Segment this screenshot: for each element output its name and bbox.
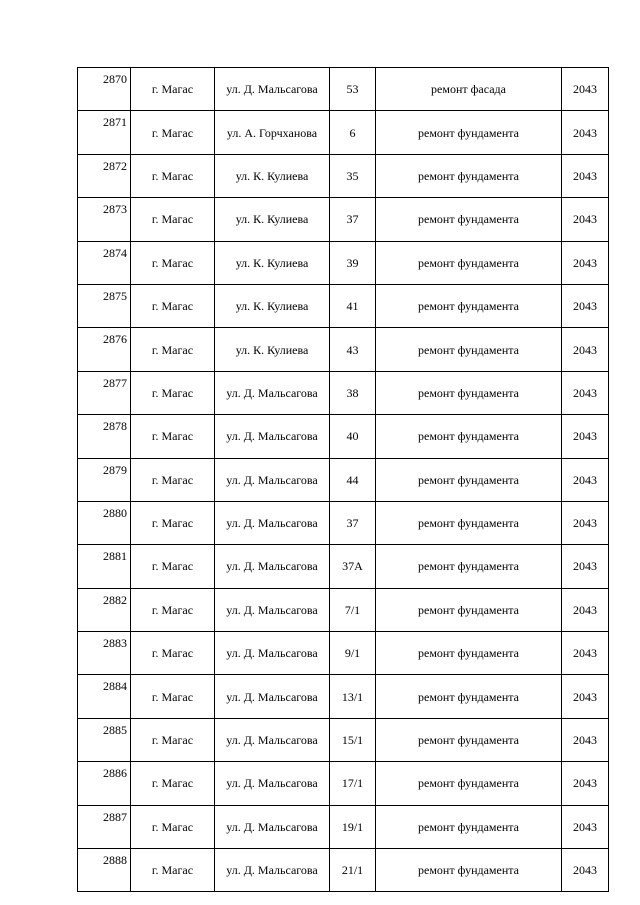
house-number-cell: 43 bbox=[330, 328, 376, 371]
work-type-cell: ремонт фундамента bbox=[376, 198, 562, 241]
city-cell: г. Магас bbox=[131, 154, 215, 197]
city-cell: г. Магас bbox=[131, 415, 215, 458]
year-cell: 2043 bbox=[562, 849, 609, 892]
table-row bbox=[78, 415, 609, 458]
table-row bbox=[78, 111, 609, 154]
table-row bbox=[78, 632, 609, 675]
table-row bbox=[78, 154, 609, 197]
work-type-cell: ремонт фундамента bbox=[376, 371, 562, 414]
city-cell: г. Магас bbox=[131, 545, 215, 588]
work-type-cell: ремонт фундамента bbox=[376, 328, 562, 371]
row-number-cell: 2880 bbox=[78, 501, 131, 544]
table-row bbox=[78, 849, 609, 892]
work-type-cell: ремонт фундамента bbox=[376, 154, 562, 197]
work-type-cell: ремонт фундамента bbox=[376, 241, 562, 284]
city-cell: г. Магас bbox=[131, 762, 215, 805]
work-type-cell: ремонт фундамента bbox=[376, 458, 562, 501]
table-row bbox=[78, 718, 609, 761]
year-cell: 2043 bbox=[562, 762, 609, 805]
street-cell: ул. К. Кулиева bbox=[215, 284, 330, 327]
work-type-cell: ремонт фундамента bbox=[376, 501, 562, 544]
city-cell: г. Магас bbox=[131, 849, 215, 892]
table-row bbox=[78, 588, 609, 631]
year-cell: 2043 bbox=[562, 241, 609, 284]
year-cell: 2043 bbox=[562, 328, 609, 371]
year-cell: 2043 bbox=[562, 501, 609, 544]
work-type-cell: ремонт фундамента bbox=[376, 675, 562, 718]
row-number-cell: 2876 bbox=[78, 328, 131, 371]
row-number-cell: 2874 bbox=[78, 241, 131, 284]
house-number-cell: 53 bbox=[330, 68, 376, 111]
year-cell: 2043 bbox=[562, 675, 609, 718]
year-cell: 2043 bbox=[562, 632, 609, 675]
table-body bbox=[78, 68, 609, 892]
house-number-cell: 6 bbox=[330, 111, 376, 154]
work-type-cell: ремонт фасада bbox=[376, 68, 562, 111]
work-type-cell: ремонт фундамента bbox=[376, 849, 562, 892]
street-cell: ул. Д. Мальсагова bbox=[215, 588, 330, 631]
house-number-cell: 40 bbox=[330, 415, 376, 458]
table-row bbox=[78, 68, 609, 111]
row-number-cell: 2881 bbox=[78, 545, 131, 588]
city-cell: г. Магас bbox=[131, 68, 215, 111]
year-cell: 2043 bbox=[562, 718, 609, 761]
year-cell: 2043 bbox=[562, 545, 609, 588]
city-cell: г. Магас bbox=[131, 458, 215, 501]
row-number-cell: 2877 bbox=[78, 371, 131, 414]
year-cell: 2043 bbox=[562, 458, 609, 501]
street-cell: ул. Д. Мальсагова bbox=[215, 415, 330, 458]
street-cell: ул. Д. Мальсагова bbox=[215, 371, 330, 414]
street-cell: ул. Д. Мальсагова bbox=[215, 718, 330, 761]
house-number-cell: 13/1 bbox=[330, 675, 376, 718]
house-number-cell: 17/1 bbox=[330, 762, 376, 805]
house-number-cell: 35 bbox=[330, 154, 376, 197]
row-number-cell: 2887 bbox=[78, 805, 131, 848]
row-number-cell: 2879 bbox=[78, 458, 131, 501]
year-cell: 2043 bbox=[562, 588, 609, 631]
street-cell: ул. Д. Мальсагова bbox=[215, 501, 330, 544]
row-number-cell: 2882 bbox=[78, 588, 131, 631]
table-row bbox=[78, 328, 609, 371]
city-cell: г. Магас bbox=[131, 675, 215, 718]
row-number-cell: 2884 bbox=[78, 675, 131, 718]
work-type-cell: ремонт фундамента bbox=[376, 415, 562, 458]
city-cell: г. Магас bbox=[131, 805, 215, 848]
house-number-cell: 41 bbox=[330, 284, 376, 327]
table-row bbox=[78, 545, 609, 588]
row-number-cell: 2871 bbox=[78, 111, 131, 154]
year-cell: 2043 bbox=[562, 154, 609, 197]
street-cell: ул. А. Горчханова bbox=[215, 111, 330, 154]
table-row bbox=[78, 762, 609, 805]
city-cell: г. Магас bbox=[131, 111, 215, 154]
row-number-cell: 2872 bbox=[78, 154, 131, 197]
table-row bbox=[78, 501, 609, 544]
house-number-cell: 37А bbox=[330, 545, 376, 588]
work-type-cell: ремонт фундамента bbox=[376, 111, 562, 154]
street-cell: ул. Д. Мальсагова bbox=[215, 805, 330, 848]
street-cell: ул. Д. Мальсагова bbox=[215, 762, 330, 805]
work-type-cell: ремонт фундамента bbox=[376, 588, 562, 631]
row-number-cell: 2870 bbox=[78, 68, 131, 111]
year-cell: 2043 bbox=[562, 371, 609, 414]
house-number-cell: 21/1 bbox=[330, 849, 376, 892]
street-cell: ул. Д. Мальсагова bbox=[215, 68, 330, 111]
year-cell: 2043 bbox=[562, 198, 609, 241]
row-number-cell: 2883 bbox=[78, 632, 131, 675]
work-type-cell: ремонт фундамента bbox=[376, 762, 562, 805]
house-number-cell: 9/1 bbox=[330, 632, 376, 675]
year-cell: 2043 bbox=[562, 68, 609, 111]
table-row bbox=[78, 198, 609, 241]
row-number-cell: 2873 bbox=[78, 198, 131, 241]
row-number-cell: 2888 bbox=[78, 849, 131, 892]
street-cell: ул. К. Кулиева bbox=[215, 154, 330, 197]
table-row bbox=[78, 805, 609, 848]
street-cell: ул. Д. Мальсагова bbox=[215, 458, 330, 501]
work-type-cell: ремонт фундамента bbox=[376, 805, 562, 848]
table-row bbox=[78, 675, 609, 718]
street-cell: ул. К. Кулиева bbox=[215, 328, 330, 371]
table-row bbox=[78, 458, 609, 501]
house-number-cell: 38 bbox=[330, 371, 376, 414]
work-type-cell: ремонт фундамента bbox=[376, 718, 562, 761]
row-number-cell: 2878 bbox=[78, 415, 131, 458]
city-cell: г. Магас bbox=[131, 328, 215, 371]
year-cell: 2043 bbox=[562, 805, 609, 848]
house-number-cell: 7/1 bbox=[330, 588, 376, 631]
city-cell: г. Магас bbox=[131, 718, 215, 761]
house-number-cell: 37 bbox=[330, 198, 376, 241]
city-cell: г. Магас bbox=[131, 198, 215, 241]
street-cell: ул. Д. Мальсагова bbox=[215, 632, 330, 675]
table-row bbox=[78, 371, 609, 414]
year-cell: 2043 bbox=[562, 284, 609, 327]
year-cell: 2043 bbox=[562, 415, 609, 458]
house-number-cell: 37 bbox=[330, 501, 376, 544]
city-cell: г. Магас bbox=[131, 632, 215, 675]
table-row bbox=[78, 241, 609, 284]
street-cell: ул. Д. Мальсагова bbox=[215, 849, 330, 892]
row-number-cell: 2875 bbox=[78, 284, 131, 327]
street-cell: ул. Д. Мальсагова bbox=[215, 545, 330, 588]
street-cell: ул. К. Кулиева bbox=[215, 241, 330, 284]
house-number-cell: 44 bbox=[330, 458, 376, 501]
table-row bbox=[78, 284, 609, 327]
repair-schedule-table bbox=[77, 67, 609, 892]
work-type-cell: ремонт фундамента bbox=[376, 632, 562, 675]
city-cell: г. Магас bbox=[131, 588, 215, 631]
city-cell: г. Магас bbox=[131, 501, 215, 544]
city-cell: г. Магас bbox=[131, 371, 215, 414]
house-number-cell: 39 bbox=[330, 241, 376, 284]
house-number-cell: 15/1 bbox=[330, 718, 376, 761]
year-cell: 2043 bbox=[562, 111, 609, 154]
street-cell: ул. Д. Мальсагова bbox=[215, 675, 330, 718]
work-type-cell: ремонт фундамента bbox=[376, 545, 562, 588]
row-number-cell: 2885 bbox=[78, 718, 131, 761]
street-cell: ул. К. Кулиева bbox=[215, 198, 330, 241]
house-number-cell: 19/1 bbox=[330, 805, 376, 848]
city-cell: г. Магас bbox=[131, 241, 215, 284]
city-cell: г. Магас bbox=[131, 284, 215, 327]
work-type-cell: ремонт фундамента bbox=[376, 284, 562, 327]
row-number-cell: 2886 bbox=[78, 762, 131, 805]
